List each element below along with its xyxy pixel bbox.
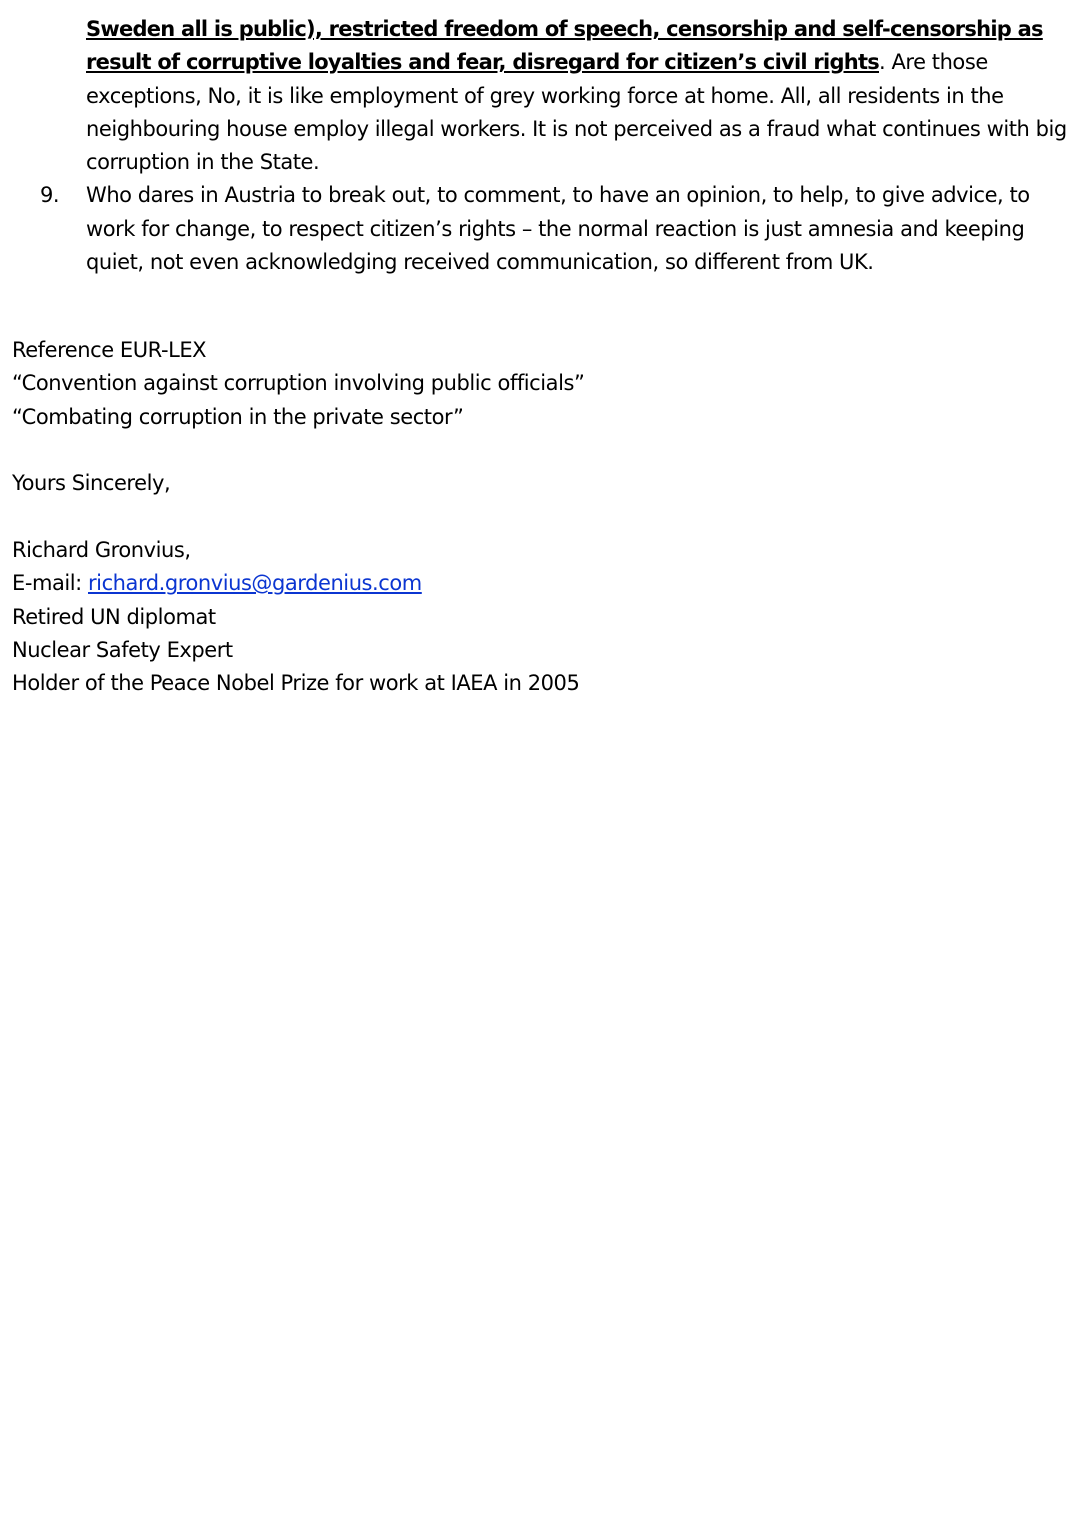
numbered-list <box>12 13 1067 279</box>
reference-item: “Combating corruption in the private sector” <box>12 404 464 429</box>
reference-item: “Convention against corruption involving public officials” <box>12 371 585 396</box>
closing-text: Yours Sincerely, <box>12 471 171 495</box>
list-item <box>12 179 1067 279</box>
signature-block <box>12 534 1062 700</box>
reference-heading: Reference EUR-LEX <box>12 338 207 362</box>
signature-name: Richard Gronvius, <box>12 538 191 562</box>
emphasized-text: Sweden all is public), restricted freedom of speech, censorship and self-censorship as result of corruptive loyalties and fear, disregard for citizen’s civil rights <box>86 17 1043 75</box>
list-item-number: 9. <box>40 183 60 208</box>
email-line <box>12 567 1062 600</box>
email-label: E-mail: <box>12 571 88 596</box>
closing-section <box>12 467 1062 500</box>
email-link[interactable]: richard.gronvius@gardenius.com <box>88 571 422 596</box>
reference-section <box>12 334 1062 434</box>
signature-title: Nuclear Safety Expert <box>12 637 233 662</box>
list-item-text: Who dares in Austria to break out, to comment, to have an opinion, to help, to give advice, to work for change, to respect citizen’s rights – the normal reaction is just amnesia and keeping quiet, not even acknowledging received communication, so different from UK. <box>86 183 1030 275</box>
list-item-text: . Are those exceptions, No, it is like employment of grey working force at home. All, all residents in the neighbouring house employ illegal workers. It is not perceived as a fraud what continues with big corruption in the State. <box>86 50 1067 175</box>
signature-title: Retired UN diplomat <box>12 604 216 629</box>
signature-title: Holder of the Peace Nobel Prize for work at IAEA in 2005 <box>12 671 580 696</box>
list-item <box>12 13 1067 179</box>
